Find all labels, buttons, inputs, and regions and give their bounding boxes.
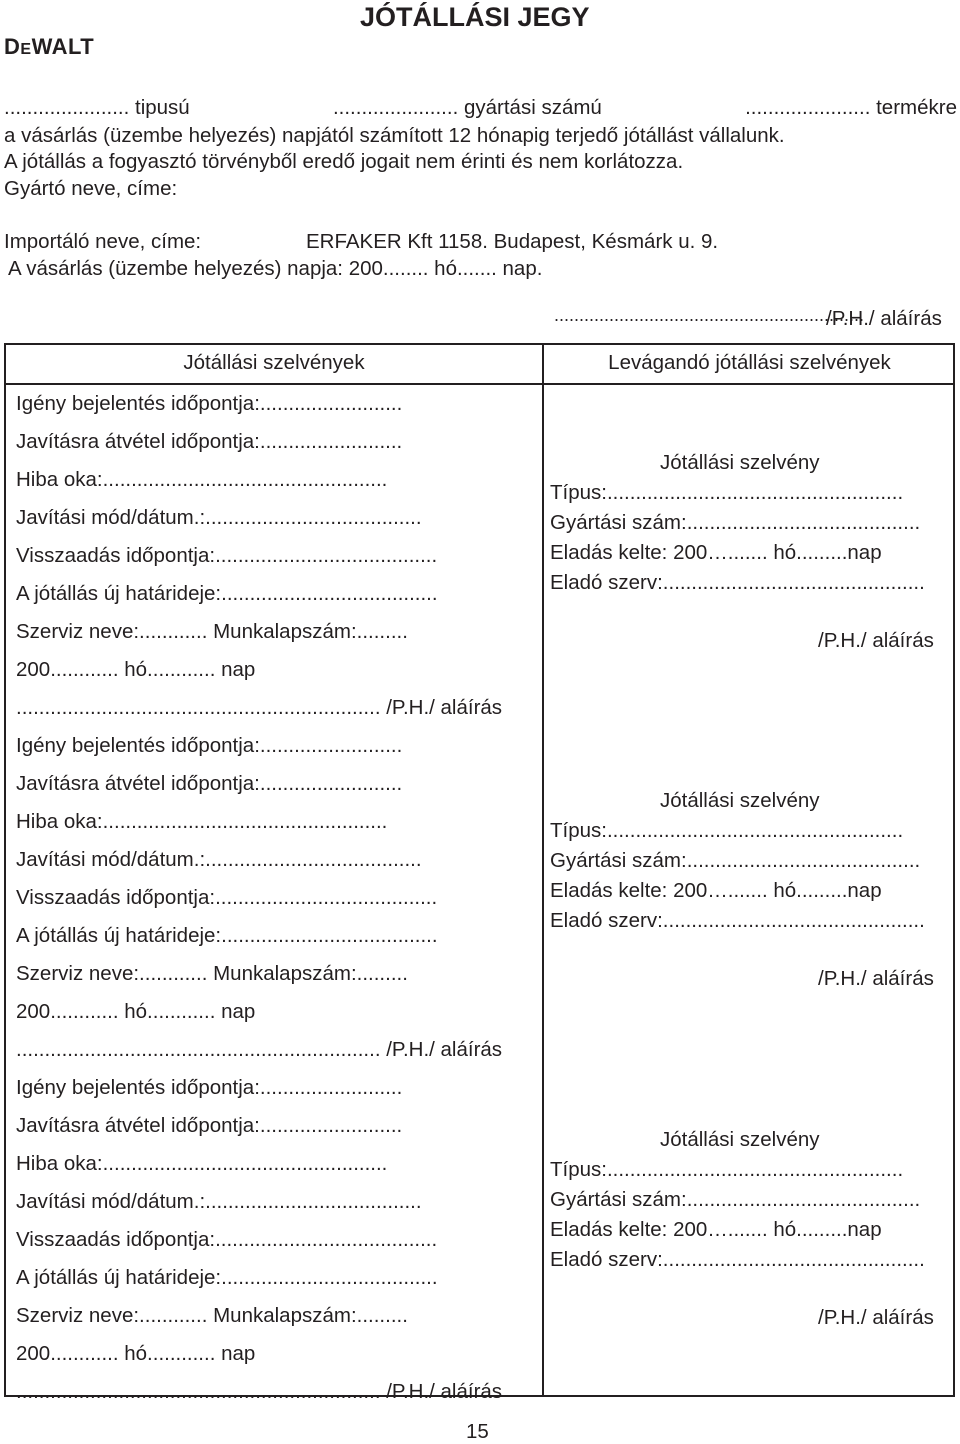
coupon-seller: Eladó szerv:.............................................. bbox=[550, 909, 925, 932]
warranty-coupon-table bbox=[4, 343, 955, 1403]
importer-label: Importáló neve, címe: bbox=[4, 230, 202, 253]
service-name: Szerviz neve:............ Munkalapszám:......... bbox=[16, 620, 408, 643]
coupon-sale-date: Eladás kelte: 200…....... hó.........nap bbox=[550, 541, 882, 564]
right-header: Levágandó jótállási szelvények bbox=[608, 351, 891, 374]
repair-intake-date: Javításra átvétel időpontja:......................... bbox=[16, 1114, 403, 1137]
repair-method: Javítási mód/dátum.:...................................... bbox=[16, 506, 422, 529]
signature-dots: .............................................................. bbox=[554, 305, 865, 325]
coupon-seller: Eladó szerv:.............................................. bbox=[550, 1248, 925, 1271]
service-signature: ................................................................ /P.H./ aláírás bbox=[16, 696, 503, 719]
page-title: JÓTÁLLÁSI JEGY bbox=[360, 2, 590, 32]
service-date: 200............ hó............ nap bbox=[16, 1342, 256, 1365]
fault-reason: Hiba oka:.................................................. bbox=[16, 468, 388, 491]
coupon-title: Jótállási szelvény bbox=[660, 789, 820, 812]
coupon-serial: Gyártási szám:......................................... bbox=[550, 1188, 921, 1211]
service-signature: ................................................................ /P.H./ aláírás bbox=[16, 1380, 503, 1403]
intro-line-1 bbox=[4, 96, 957, 120]
claim-date: Igény bejelentés időpontja:......................... bbox=[16, 392, 403, 415]
header-divider bbox=[6, 383, 953, 385]
repair-method: Javítási mód/dátum.:...................................... bbox=[16, 1190, 422, 1213]
coupon-seller: Eladó szerv:.............................................. bbox=[550, 571, 925, 594]
service-date: 200............ hó............ nap bbox=[16, 658, 256, 681]
intro-serial: ...................... gyártási számú bbox=[332, 96, 602, 119]
fault-reason: Hiba oka:.................................................. bbox=[16, 810, 388, 833]
claim-date: Igény bejelentés időpontja:......................... bbox=[16, 734, 403, 757]
left-header: Jótállási szelvények bbox=[183, 351, 365, 374]
column-divider bbox=[542, 345, 544, 1395]
coupon-serial: Gyártási szám:......................................... bbox=[550, 849, 921, 872]
coupon-signature: /P.H./ aláírás bbox=[818, 1306, 934, 1329]
coupon-sale-date: Eladás kelte: 200…....... hó.........nap bbox=[550, 1218, 882, 1241]
page-number: 15 bbox=[466, 1420, 489, 1443]
coupon-sale-date: Eladás kelte: 200…....... hó.........nap bbox=[550, 879, 882, 902]
coupon-title: Jótállási szelvény bbox=[660, 1128, 820, 1151]
service-name: Szerviz neve:............ Munkalapszám:......... bbox=[16, 962, 408, 985]
brand-first: D bbox=[4, 34, 21, 59]
repair-intake-date: Javításra átvétel időpontja:......................... bbox=[16, 772, 403, 795]
coupon-type: Típus:.................................................... bbox=[550, 481, 904, 504]
return-date: Visszaadás időpontja:....................................... bbox=[16, 886, 438, 909]
coupon-type: Típus:.................................................... bbox=[550, 819, 904, 842]
repair-intake-date: Javításra átvétel időpontja:......................... bbox=[16, 430, 403, 453]
brand-logo bbox=[4, 34, 94, 60]
intro-line-2: a vásárlás (üzembe helyezés) napjától számított 12 hónapig terjedő jótállást vállalunk. bbox=[4, 124, 785, 147]
claim-date: Igény bejelentés időpontja:......................... bbox=[16, 1076, 403, 1099]
coupon-type: Típus:.................................................... bbox=[550, 1158, 904, 1181]
coupon-serial: Gyártási szám:......................................... bbox=[550, 511, 921, 534]
coupon-signature: /P.H./ aláírás bbox=[818, 967, 934, 990]
new-warranty-deadline: A jótállás új határideje:...................................... bbox=[16, 1266, 438, 1289]
new-warranty-deadline: A jótállás új határideje:...................................... bbox=[16, 924, 438, 947]
purchase-date: A vásárlás (üzembe helyezés) napja: 200........ hó....... nap. bbox=[8, 257, 543, 280]
manufacturer-label: Gyártó neve, címe: bbox=[4, 177, 178, 200]
service-signature: ................................................................ /P.H./ aláírás bbox=[16, 1038, 503, 1061]
intro-product: ...................... termékre bbox=[745, 96, 957, 119]
importer-value: ERFAKER Kft 1158. Budapest, Késmárk u. 9. bbox=[306, 230, 719, 253]
signature-label: /P.H./ aláírás bbox=[826, 307, 942, 330]
return-date: Visszaadás időpontja:....................................... bbox=[16, 1228, 438, 1251]
new-warranty-deadline: A jótállás új határideje:...................................... bbox=[16, 582, 438, 605]
service-date: 200............ hó............ nap bbox=[16, 1000, 256, 1023]
repair-method: Javítási mód/dátum.:...................................... bbox=[16, 848, 422, 871]
fault-reason: Hiba oka:.................................................. bbox=[16, 1152, 388, 1175]
intro-line-3: A jótállás a fogyasztó törvényből eredő jogait nem érinti és nem korlátozza. bbox=[4, 150, 684, 173]
coupon-signature: /P.H./ aláírás bbox=[818, 629, 934, 652]
service-name: Szerviz neve:............ Munkalapszám:......... bbox=[16, 1304, 408, 1327]
coupon-title: Jótállási szelvény bbox=[660, 451, 820, 474]
brand-last: WALT bbox=[31, 34, 95, 59]
return-date: Visszaadás időpontja:....................................... bbox=[16, 544, 438, 567]
intro-type: ...................... tipusú bbox=[4, 96, 190, 119]
brand-small: E bbox=[20, 41, 32, 58]
